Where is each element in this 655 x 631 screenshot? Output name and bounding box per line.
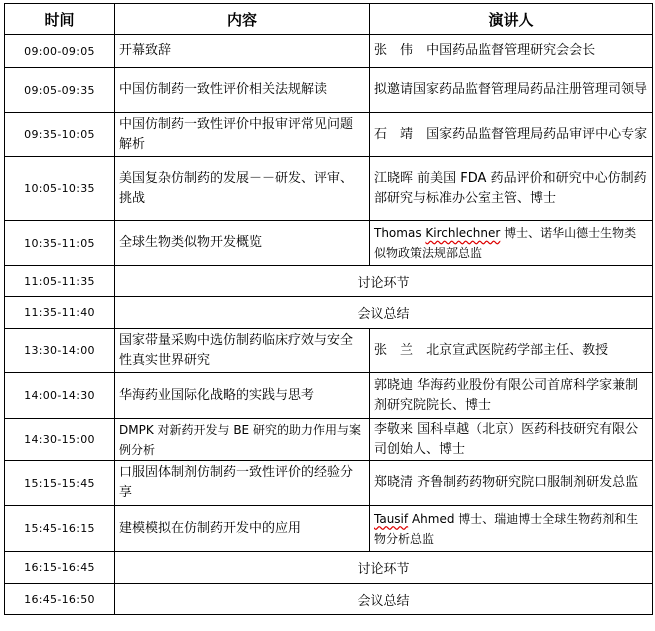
speaker-name: 郑晓清: [374, 475, 414, 490]
speaker-name: Thomas: [374, 226, 426, 240]
speaker-org: 国家药品监督管理局药品审评中心专家: [426, 126, 648, 142]
content-cell: 华海药业国际化战略的实践与思考: [115, 373, 370, 419]
time-cell: 14:00-14:30: [5, 373, 115, 419]
time-cell: 10:35-11:05: [5, 221, 115, 266]
time-cell: 10:05-10:35: [5, 157, 115, 221]
table-row: [5, 329, 653, 373]
content-cell: 开幕致辞: [115, 35, 370, 68]
session-cell: 会议总结: [115, 297, 653, 329]
speaker-cell: [370, 419, 653, 461]
speaker-cell: [370, 329, 653, 373]
table-row: [5, 68, 653, 113]
content-cell: 口服固体制剂仿制药一致性评价的经验分享: [115, 461, 370, 506]
session-cell: 讨论环节: [115, 552, 653, 584]
speaker-org: 国家药品监督管理局药品注册管理司领导: [413, 82, 648, 97]
time-cell: 15:45-16:15: [5, 506, 115, 552]
time-cell: 11:35-11:40: [5, 297, 115, 329]
speaker-cell: [370, 221, 653, 266]
table-row: [5, 157, 653, 221]
speaker-name: 拟邀请: [374, 82, 414, 97]
table-row: [5, 373, 653, 419]
time-cell: 13:30-14:00: [5, 329, 115, 373]
table-row: [5, 297, 653, 329]
schedule-table: [4, 3, 653, 615]
speaker-org: 前美国 FDA 药品评价和研究中心仿制药部研究与标准办公室主管、博士: [374, 170, 647, 206]
time-cell: 14:30-15:00: [5, 419, 115, 461]
speaker-cell: [370, 68, 653, 113]
header-time: 时间: [5, 4, 115, 35]
speaker-name-spellcheck: Tausif: [374, 511, 409, 526]
speaker-org: 中国药品监督管理研究会会长: [426, 43, 596, 58]
table-row: [5, 35, 653, 68]
speaker-name: 石 靖: [374, 126, 414, 142]
table-row: [5, 113, 653, 157]
speaker-org: 北京宣武医院药学部主任、教授: [426, 342, 609, 358]
table-row: [5, 461, 653, 506]
speaker-cell: [370, 373, 653, 419]
speaker-org: 齐鲁制药药物研究院口服制剂研发总监: [417, 475, 639, 490]
session-cell: 讨论环节: [115, 266, 653, 297]
header-speaker: 演讲人: [370, 4, 653, 35]
speaker-cell: [370, 113, 653, 157]
table-row: [5, 266, 653, 297]
speaker-org: 华海药业股份有限公司首席科学家兼制剂研究院院长、博士: [374, 377, 639, 413]
session-cell: 会议总结: [115, 584, 653, 615]
time-cell: 09:05-09:35: [5, 68, 115, 113]
speaker-name: 李敬来: [374, 421, 414, 437]
speaker-org: Ahmed 博士、瑞迪博士全球生物药剂和生物分析总监: [374, 511, 639, 546]
speaker-name: 张 伟: [374, 43, 414, 58]
content-cell: 中国仿制药一致性评价相关法规解读: [115, 68, 370, 113]
speaker-cell: [370, 35, 653, 68]
speaker-cell: [370, 157, 653, 221]
time-cell: 11:05-11:35: [5, 266, 115, 297]
speaker-org: 国科卓越（北京）医药科技研究有限公司创始人、博士: [374, 421, 639, 457]
content-cell: 建模模拟在仿制药开发中的应用: [115, 506, 370, 552]
header-row: [5, 4, 653, 35]
speaker-name-spellcheck: Kirchlechner: [425, 226, 501, 240]
time-cell: 15:15-15:45: [5, 461, 115, 506]
content-cell: 国家带量采购中选仿制药临床疗效与安全性真实世界研究: [115, 329, 370, 373]
speaker-cell: [370, 506, 653, 552]
speaker-org: 博士、诺华山德士生物类似物政策法规部总监: [374, 226, 637, 260]
speaker-name: 张 兰: [374, 342, 414, 358]
speaker-cell: [370, 461, 653, 506]
time-cell: 16:15-16:45: [5, 552, 115, 584]
time-cell: 16:45-16:50: [5, 584, 115, 615]
header-content: 内容: [115, 4, 370, 35]
speaker-name: 郭晓迪: [374, 377, 414, 393]
content-cell: 中国仿制药一致性评价中报审评常见问题解析: [115, 113, 370, 157]
content-cell: 全球生物类似物开发概览: [115, 221, 370, 266]
table-row: [5, 221, 653, 266]
content-cell: 美国复杂仿制药的发展－－研发、评审、挑战: [115, 157, 370, 221]
table-row: [5, 552, 653, 584]
table-row: [5, 419, 653, 461]
content-cell: DMPK 对新药开发与 BE 研究的助力作用与案例分析: [115, 419, 370, 461]
time-cell: 09:00-09:05: [5, 35, 115, 68]
speaker-name: 江晓晖: [374, 170, 414, 186]
table-row: [5, 584, 653, 615]
time-cell: 09:35-10:05: [5, 113, 115, 157]
table-row: [5, 506, 653, 552]
